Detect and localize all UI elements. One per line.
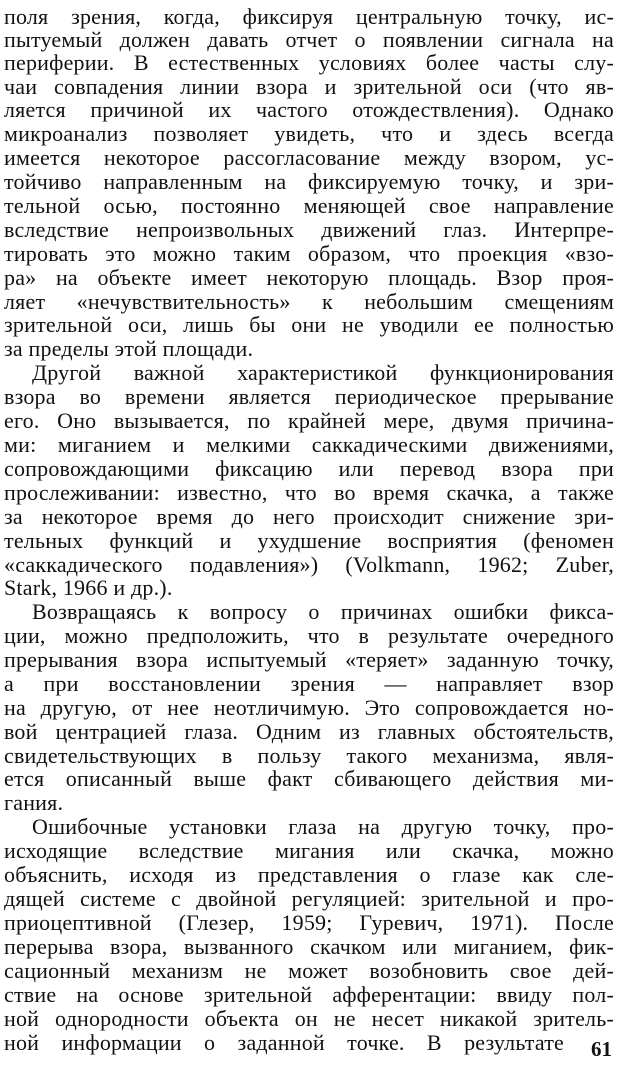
text-line: а при восстановлении зрения — направляет взор [4, 671, 614, 696]
text-line: его. Оно вызывается, по крайней мере, двумя причина- [4, 408, 614, 433]
text-line: свидетельствующих в пользу такого механизма, явля- [4, 743, 614, 768]
text-line-paragraph-start: Ошибочные установки глаза на другую точку, про- [32, 814, 614, 839]
text-line: тойчиво направленным на фиксируемую точку, и зри- [4, 169, 614, 194]
text-line: пытуемый должен давать отчет о появлении сигнала на [4, 27, 614, 52]
text-line: «саккадического подавления») (Volkmann, 1962; Zuber, [4, 552, 614, 577]
text-line: периферии. В естественных условиях более часты слу- [4, 50, 614, 75]
book-page [4, 0, 614, 1076]
text-line: ми: миганием и мелкими саккадическими движениями, [4, 432, 614, 457]
text-line-paragraph-end: гания. [4, 790, 64, 815]
text-line-paragraph-start: Возвращаясь к вопросу о причинах ошибки фикса- [32, 599, 614, 624]
text-line: ции, можно предположить, что в результате очередного [4, 623, 614, 648]
text-line: прослеживании: известно, что во время скачка, а также [4, 480, 614, 505]
text-line: ствие на основе зрительной афферентации: ввиду пол- [4, 982, 614, 1007]
page-number: 61 [591, 1037, 612, 1061]
text-line-paragraph-end: Stark, 1966 и др.). [4, 575, 173, 600]
text-line: сационный механизм не может возобновить свое дей- [4, 958, 614, 983]
text-line: перерыва взора, вызванного скачком или миганием, фик- [4, 934, 614, 959]
text-line: за некоторое время до него происходит снижение зри- [4, 504, 614, 529]
text-line: тельных функций и ухудшение восприятия (феномен [4, 528, 614, 553]
text-line: вследствие непроизвольных движений глаз. Интерпре- [4, 217, 614, 242]
text-line: прерывания взора испытуемый «теряет» заданную точку, [4, 647, 614, 672]
text-line: ляется причиной их частого отождествления). Однако [4, 97, 614, 122]
text-line: тельной осью, постоянно меняющей свое направление [4, 193, 614, 218]
text-line: поля зрения, когда, фиксируя центральную точку, ис- [4, 4, 614, 29]
text-line: взора во времени является периодическое прерывание [4, 384, 614, 409]
text-line: микроанализ позволяет увидеть, что и здесь всегда [4, 121, 614, 146]
text-line: объяснить, исходя из представления о глазе как сле- [4, 862, 614, 887]
text-line: ется описанный выше факт сбивающего действия ми- [4, 766, 614, 791]
text-line: исходящие вследствие мигания или скачка, можно [4, 838, 614, 863]
text-line: ной однородности объекта он не несет никакой зритель- [4, 1006, 614, 1031]
text-line: ра» на объекте имеет некоторую площадь. Взор проя- [4, 265, 614, 290]
text-line: зрительной оси, лишь бы они не уводили ее полностью [4, 312, 614, 337]
text-line: сопровождающими фиксацию или перевод взора при [4, 456, 614, 481]
text-line-paragraph-start: Другой важной характеристикой функционирования [32, 360, 614, 385]
text-line: вой центрацией глаза. Одним из главных обстоятельств, [4, 719, 614, 744]
text-line: имеется некоторое рассогласование между взором, ус- [4, 145, 614, 170]
text-line: ляет «нечувствительность» к небольшим смещениям [4, 289, 614, 314]
text-line: ной информации о заданной точке. В результате [4, 1030, 564, 1055]
text-line: тировать это можно таким образом, что проекция «взо- [4, 241, 614, 266]
text-line: дящей системе с двойной регуляцией: зрительной и про- [4, 886, 614, 911]
text-line-paragraph-end: за пределы этой площади. [4, 336, 254, 361]
text-line: на другую, от нее неотличимую. Это сопровождается но- [4, 695, 614, 720]
text-line: чаи совпадения линии взора и зрительной оси (что яв- [4, 74, 614, 99]
text-line: приоцептивной (Глезер, 1959; Гуревич, 1971). После [4, 910, 614, 935]
